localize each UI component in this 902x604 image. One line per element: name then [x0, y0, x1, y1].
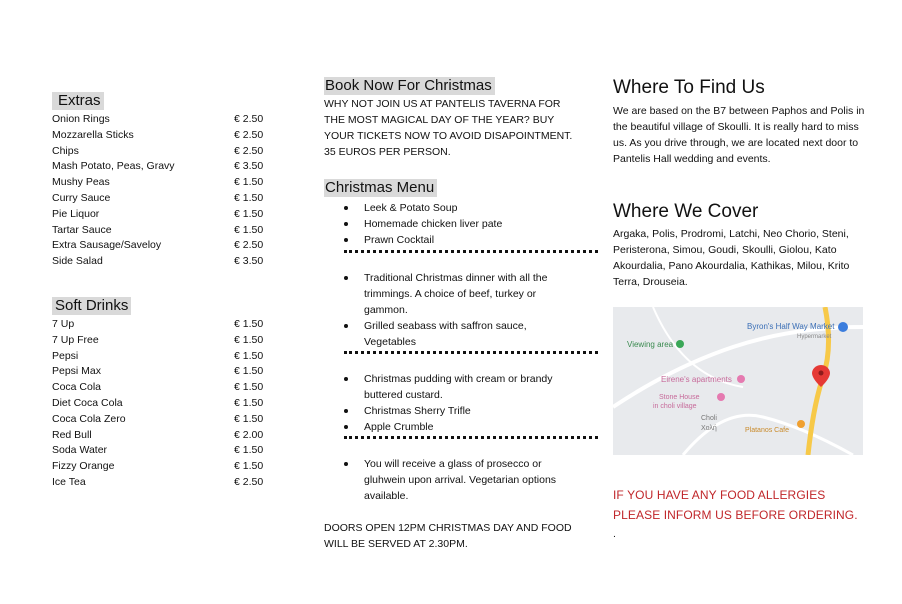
item-name: Mushy Peas	[52, 176, 110, 189]
allergy-notice-line-2: PLEASE INFORM US BEFORE ORDERING.	[613, 508, 858, 522]
menu-item	[52, 144, 264, 160]
menu-item	[52, 128, 264, 144]
item-name: 7 Up	[52, 318, 75, 330]
item-name: Red Bull	[52, 428, 92, 441]
menu-item	[52, 175, 264, 191]
extras-list	[52, 112, 264, 270]
viewing-area-label: Viewing area	[627, 340, 674, 349]
item-name: Mash Potato, Peas, Gravy	[52, 160, 175, 173]
item-price: € 1.50	[234, 381, 264, 394]
item-price: € 2.50	[234, 239, 264, 252]
find-us-title: Where To Find Us	[613, 77, 765, 98]
menu-item	[52, 412, 264, 428]
item-price: € 1.50	[234, 349, 264, 362]
cafe-marker	[797, 420, 805, 428]
cover-title: Where We Cover	[613, 201, 759, 222]
menu-item	[52, 443, 264, 459]
menu-item	[52, 459, 264, 475]
christmas-menu-item: Apple Crumble	[340, 419, 576, 435]
menu-item	[52, 396, 264, 412]
christmas-menu-item: Christmas pudding with cream or brandy buttered custard.	[340, 371, 576, 403]
divider-2	[344, 351, 598, 354]
christmas-menu-item: Prawn Cocktail	[340, 232, 576, 248]
doors-open-text: DOORS OPEN 12PM CHRISTMAS DAY AND FOOD WILL BE SERVED AT 2.30PM.	[324, 522, 572, 550]
soft-drinks-list	[52, 317, 264, 491]
item-price: € 1.50	[234, 223, 264, 236]
find-us-text: We are based on the B7 between Paphos and Polis in the beautiful village of Skoulli. It is really hard to miss us. As you drive through, we are located next door to Pantelis Hall wedding and events.	[613, 105, 865, 165]
item-name: Fizzy Orange	[52, 460, 115, 473]
market-sub-label: Hypermarket	[797, 334, 832, 340]
menu-item	[52, 349, 264, 365]
christmas-menu-item: Leek & Potato Soup	[340, 200, 576, 216]
stone-house-marker	[717, 393, 725, 401]
item-price: € 1.50	[234, 207, 264, 220]
book-now-title: Book Now For Christmas	[324, 77, 495, 95]
item-name: Onion Rings	[52, 113, 110, 125]
location-map[interactable]	[613, 307, 863, 455]
item-name: Ice Tea	[52, 475, 86, 488]
item-name: Tartar Sauce	[52, 223, 112, 236]
christmas-menu-title: Christmas Menu	[324, 179, 437, 197]
menu-item	[52, 475, 264, 491]
item-price: € 1.50	[234, 176, 264, 189]
item-name: Pepsi Max	[52, 365, 102, 378]
cover-text: Argaka, Polis, Prodromi, Latchi, Neo Chorio, Steni, Peristerona, Simou, Goudi, Skoulli, Giolou, Kato Akourdalia, Pano Akourdalia, Kathikas, Milou, Krito Terra, Drouseia.	[613, 228, 850, 288]
item-price: € 1.50	[234, 460, 264, 473]
menu-item	[52, 317, 264, 333]
stone-house-label-1: Stone House	[659, 394, 700, 401]
menu-item	[52, 207, 264, 223]
item-price: € 1.50	[234, 396, 264, 409]
stone-house-label-2: in choli village	[653, 403, 697, 410]
starters-list	[340, 200, 576, 248]
item-name: Pepsi	[52, 349, 79, 362]
item-price: € 2.50	[234, 128, 264, 141]
item-name: Diet Coca Cola	[52, 396, 123, 409]
menu-item	[52, 364, 264, 380]
christmas-menu-item: Grilled seabass with saffron sauce, Vegetables	[340, 318, 576, 350]
menu-item	[52, 428, 264, 444]
item-name: Side Salad	[52, 255, 103, 268]
extras-info-list	[340, 456, 576, 504]
menu-item	[52, 112, 264, 128]
divider-3	[344, 436, 598, 439]
item-price: € 2.50	[234, 113, 264, 125]
christmas-menu-item: Christmas Sherry Trifle	[340, 403, 576, 419]
item-price: € 3.50	[234, 160, 264, 173]
menu-item	[52, 254, 264, 270]
market-label: Byron's Half Way Market	[747, 322, 835, 331]
item-name: Mozzarella Sticks	[52, 128, 134, 141]
item-price: € 1.50	[234, 444, 264, 457]
item-name: Soda Water	[52, 444, 108, 457]
item-price: € 3.50	[234, 255, 264, 268]
christmas-menu-item: You will receive a glass of prosecco or gluhwein upon arrival. Vegetarian options available.	[340, 456, 576, 504]
apartments-label: Eirene's apartments	[661, 375, 732, 384]
menu-item	[52, 238, 264, 254]
choli-label-1: Choli	[701, 415, 717, 422]
item-name: Pie Liquor	[52, 207, 100, 220]
choli-label-2: Χολή	[701, 425, 717, 432]
desserts-list	[340, 371, 576, 435]
item-price: € 1.50	[234, 191, 264, 204]
mains-list	[340, 270, 576, 350]
menu-item	[52, 191, 264, 207]
stray-mark: .	[613, 528, 616, 540]
item-price: € 2.00	[234, 428, 264, 441]
menu-item	[52, 333, 264, 349]
christmas-menu-item: Homemade chicken liver pate	[340, 216, 576, 232]
item-name: Chips	[52, 144, 79, 157]
item-price: € 1.50	[234, 318, 264, 330]
item-price: € 2.50	[234, 144, 264, 157]
map-graphic	[613, 307, 863, 455]
cafe-label: Platanos Cafe	[745, 427, 789, 434]
apartments-marker	[737, 375, 745, 383]
item-price: € 1.50	[234, 333, 264, 346]
extras-title: Extras	[52, 92, 104, 110]
item-price: € 1.50	[234, 412, 264, 425]
soft-drinks-title: Soft Drinks	[52, 297, 131, 315]
menu-item	[52, 159, 264, 175]
allergy-notice-line-1: IF YOU HAVE ANY FOOD ALLERGIES	[613, 488, 826, 502]
item-name: Coca Cola Zero	[52, 412, 126, 425]
item-name: Curry Sauce	[52, 191, 111, 204]
item-price: € 2.50	[234, 475, 264, 488]
item-name: Coca Cola	[52, 381, 102, 394]
market-marker	[838, 322, 848, 332]
item-name: Extra Sausage/Saveloy	[52, 239, 162, 252]
item-price: € 1.50	[234, 365, 264, 378]
menu-item	[52, 380, 264, 396]
menu-item	[52, 223, 264, 239]
christmas-menu-item: Traditional Christmas dinner with all the trimmings. A choice of beef, turkey or gammon.	[340, 270, 576, 318]
book-now-text: WHY NOT JOIN US AT PANTELIS TAVERNA FOR THE MOST MAGICAL DAY OF THE YEAR? BUY YOUR TICKETS NOW TO AVOID DISAPOINTMENT. 35 EUROS PER PERSON.	[324, 98, 573, 158]
viewing-area-marker	[676, 340, 684, 348]
item-name: 7 Up Free	[52, 333, 99, 346]
divider-1	[344, 250, 598, 253]
